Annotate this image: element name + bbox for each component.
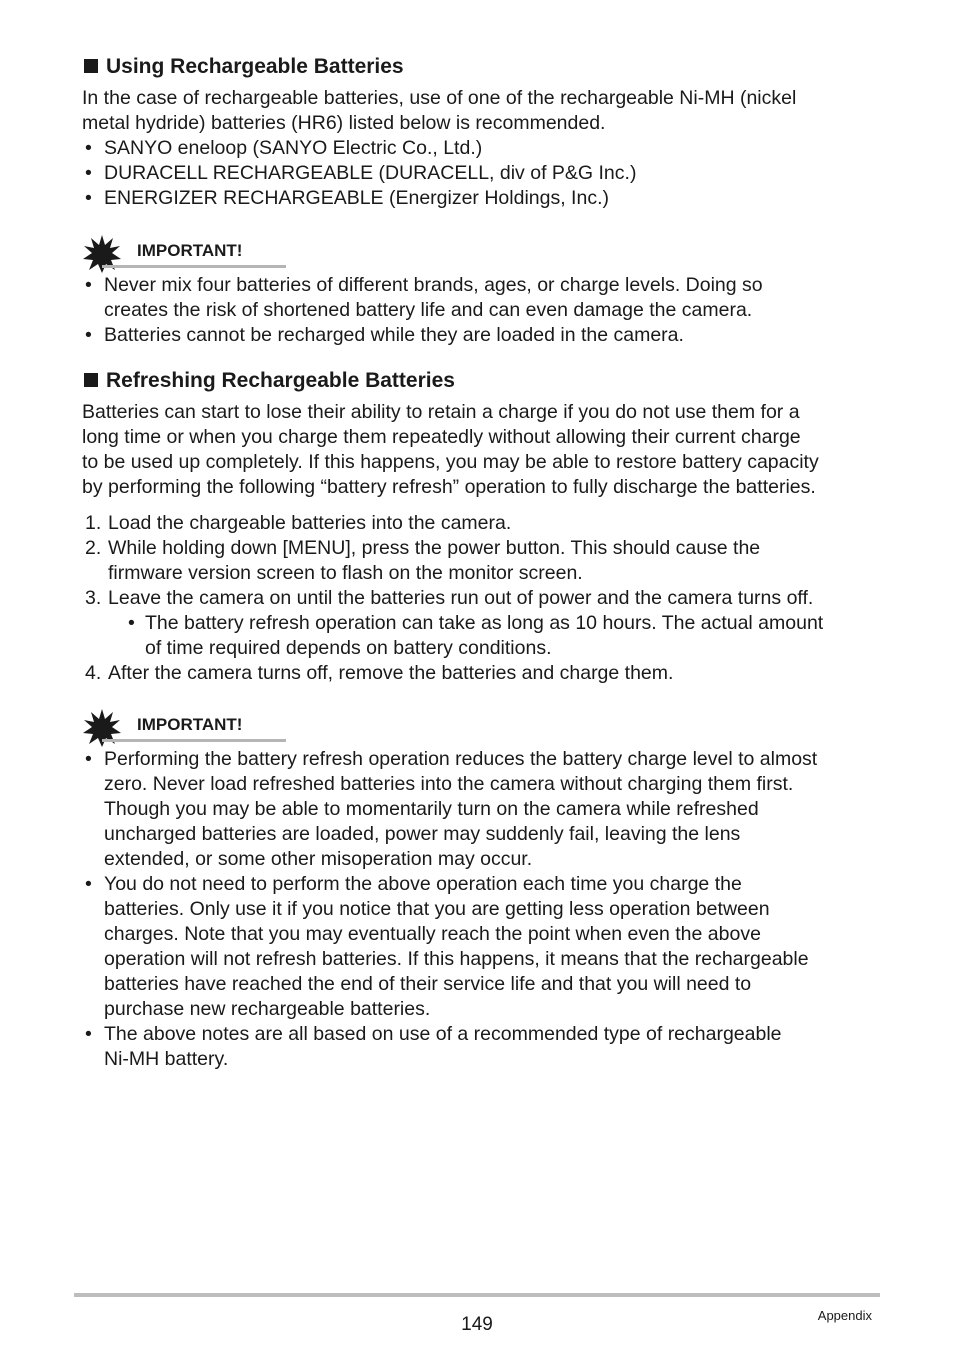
- intro-line: In the case of rechargeable batteries, use of one of the rechargeable Ni-MH (nickel: [82, 87, 797, 109]
- important-underline: [102, 265, 286, 268]
- list-item-line: extended, or some other misoperation may occur.: [104, 848, 533, 870]
- starburst-icon: [82, 234, 122, 274]
- heading-text: Using Rechargeable Batteries: [106, 55, 404, 78]
- important1-body: [82, 273, 882, 348]
- list-item: • SANYO eneloop (SANYO Electric Co., Ltd.): [82, 136, 882, 161]
- step-line: After the camera turns off, remove the batteries and charge them.: [108, 662, 674, 684]
- step-line: Leave the camera on until the batteries run out of power and the camera turns off.: [108, 587, 814, 609]
- important-underline: [102, 739, 286, 742]
- sub-line: • The battery refresh operation can take as long as 10 hours. The actual amount: [145, 612, 824, 634]
- section-heading-refreshing: [84, 368, 455, 394]
- section-label: Appendix: [817, 1308, 872, 1323]
- important-list: [82, 747, 882, 1072]
- steps-list: [82, 511, 882, 686]
- list-item-line: • Performing the battery refresh operation reduces the battery charge level to almost: [104, 748, 818, 770]
- sub-line: of time required depends on battery conditions.: [145, 637, 552, 659]
- list-item: [82, 1022, 882, 1072]
- list-item: • ENERGIZER RECHARGEABLE (Energizer Holdings, Inc.): [82, 186, 882, 211]
- step-number: 2.: [85, 537, 102, 559]
- important2-body: [82, 747, 882, 1072]
- step-item: [82, 511, 882, 536]
- list-item-line: • Never mix four batteries of different brands, ages, or charge levels. Doing so: [104, 274, 763, 296]
- list-item-line: Ni-MH battery.: [104, 1048, 229, 1070]
- footer-divider: [74, 1293, 880, 1297]
- list-item: [82, 323, 882, 348]
- section1-body: [82, 86, 882, 211]
- list-item-line: uncharged batteries are loaded, power may suddenly fail, leaving the lens: [104, 823, 741, 845]
- step-line: firmware version screen to flash on the monitor screen.: [108, 562, 583, 584]
- list-item-line: batteries. Only use it if you notice that you are getting less operation between: [104, 898, 770, 920]
- important-label: IMPORTANT!: [137, 241, 243, 260]
- square-bullet-icon: [84, 59, 98, 73]
- list-item-line: • You do not need to perform the above operation each time you charge the: [104, 873, 742, 895]
- starburst-icon: [82, 708, 122, 748]
- important-notice-1: [82, 234, 292, 274]
- intro-line: to be used up completely. If this happens, you may be able to restore battery capacity: [82, 451, 819, 473]
- square-bullet-icon: [84, 373, 98, 387]
- list-item: • DURACELL RECHARGEABLE (DURACELL, div of P&G Inc.): [82, 161, 882, 186]
- list-item-line: zero. Never load refreshed batteries into the camera without charging them first.: [104, 773, 794, 795]
- step-number: 4.: [85, 662, 102, 684]
- list-item: [82, 747, 882, 872]
- list-item-line: purchase new rechargeable batteries.: [104, 998, 431, 1020]
- step-number: 3.: [85, 587, 102, 609]
- step-item: [82, 661, 882, 686]
- step-item: [82, 586, 882, 661]
- intro-line: Batteries can start to lose their ability to retain a charge if you do not use them for a: [82, 401, 800, 423]
- important-list: [82, 273, 882, 348]
- intro-line: by performing the following “battery refresh” operation to fully discharge the batteries.: [82, 476, 816, 498]
- step-line: Load the chargeable batteries into the camera.: [108, 512, 512, 534]
- important-notice-2: [82, 708, 292, 748]
- refresh-steps: [82, 511, 882, 686]
- step-number: 1.: [85, 512, 102, 534]
- list-item-line: operation will not refresh batteries. If this happens, it means that the rechargeable: [104, 948, 809, 970]
- page-number: 149: [461, 1314, 493, 1335]
- recommended-battery-list: [82, 136, 882, 211]
- list-item: [82, 273, 882, 323]
- list-item-line: Though you may be able to momentarily turn on the camera while refreshed: [104, 798, 759, 820]
- intro-line: long time or when you charge them repeatedly without allowing their current charge: [82, 426, 801, 448]
- list-item: [82, 872, 882, 1022]
- step-item: [82, 536, 882, 586]
- list-item-line: • Batteries cannot be recharged while they are loaded in the camera.: [104, 324, 684, 346]
- list-item-line: batteries have reached the end of their service life and that you will need to: [104, 973, 752, 995]
- list-item-line: charges. Note that you may eventually reach the point when even the above: [104, 923, 761, 945]
- section-heading-using-rechargeable: [84, 54, 404, 80]
- list-item-line: • The above notes are all based on use of a recommended type of rechargeable: [104, 1023, 782, 1045]
- list-item-line: creates the risk of shortened battery life and can even damage the camera.: [104, 299, 753, 321]
- heading-text: Refreshing Rechargeable Batteries: [106, 369, 455, 392]
- step-sub-bullet: [126, 611, 882, 661]
- step-line: While holding down [MENU], press the power button. This should cause the: [108, 537, 761, 559]
- intro-line: metal hydride) batteries (HR6) listed below is recommended.: [82, 112, 606, 134]
- important-label: IMPORTANT!: [137, 715, 243, 734]
- section2-intro: [82, 400, 882, 500]
